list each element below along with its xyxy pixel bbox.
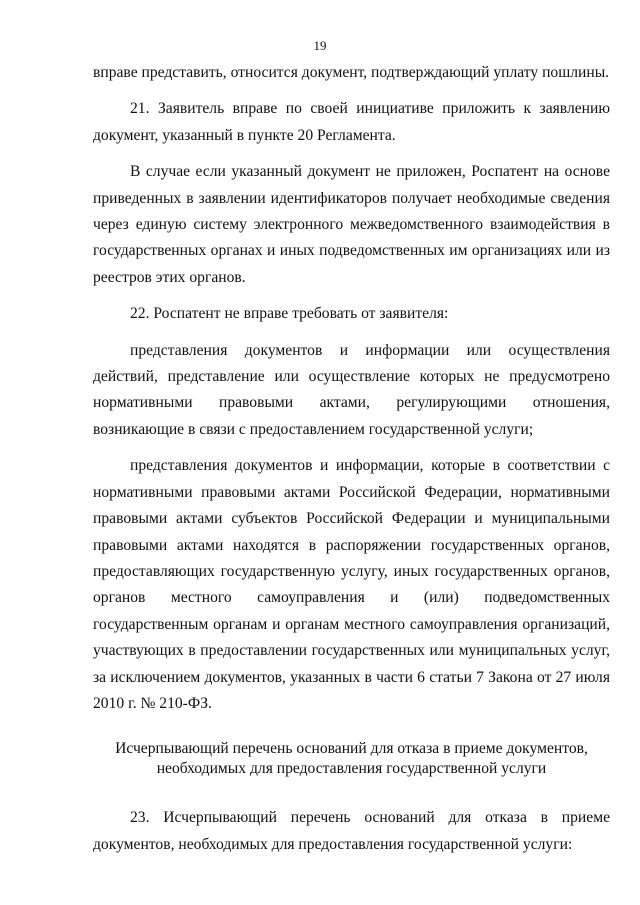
section-heading [93, 739, 610, 779]
paragraph-22-item-1: представления документов и информации или осуществления действий, представление или осуществление которых не предусмотрено нормативными правовыми актами, регулирующими отношения, возникающие в связи с предоставлением государственной услуги; [93, 341, 610, 438]
paragraph-continuation: вправе представить, относится документ, подтверждающий уплату пошлины. [93, 64, 610, 81]
paragraph-21: 21. Заявитель вправе по своей инициативе приложить к заявлению документ, указанный в пункте 20 Регламента. [93, 100, 610, 144]
section-heading-line-2: необходимых для предоставления государственной услуги [156, 760, 547, 778]
page-number: 19 [313, 38, 327, 53]
section-heading-line-1: Исчерпывающий перечень оснований для отказа в приеме документов, [115, 740, 588, 758]
paragraph-22-item-2: представления документов и информации, которые в соответствии с нормативными правовыми актами Российской Федерации, нормативными правовыми актами субъектов Российской Федерации и муниципальными правовыми актами находятся в распоряжении государственных органов, предоставляющих государственную услугу, иных государственных органов, органов местного самоуправления и (или) подведомственных государственным органам и органам местного самоуправления организаций, участвующих в предоставлении государственных или муниципальных услуг, за исключением документов, указанных в части 6 статьи 7 Закона от 27 июля 2010 г. № 210-ФЗ. [93, 457, 610, 712]
paragraph-21-cont: В случае если указанный документ не приложен, Роспатент на основе приведенных в заявлении идентификаторов получает необходимые сведения через единую систему электронного межведомственного взаимодействия в государственных органах и иных подведомственных им организациях или из реестров этих органов. [93, 163, 610, 286]
paragraph-23: 23. Исчерпывающий перечень оснований для отказа в приеме документов, необходимых для предоставления государственной услуги: [93, 809, 610, 853]
paragraph-22: 22. Роспатент не вправе требовать от заявителя: [130, 305, 449, 323]
document-body [93, 60, 610, 858]
